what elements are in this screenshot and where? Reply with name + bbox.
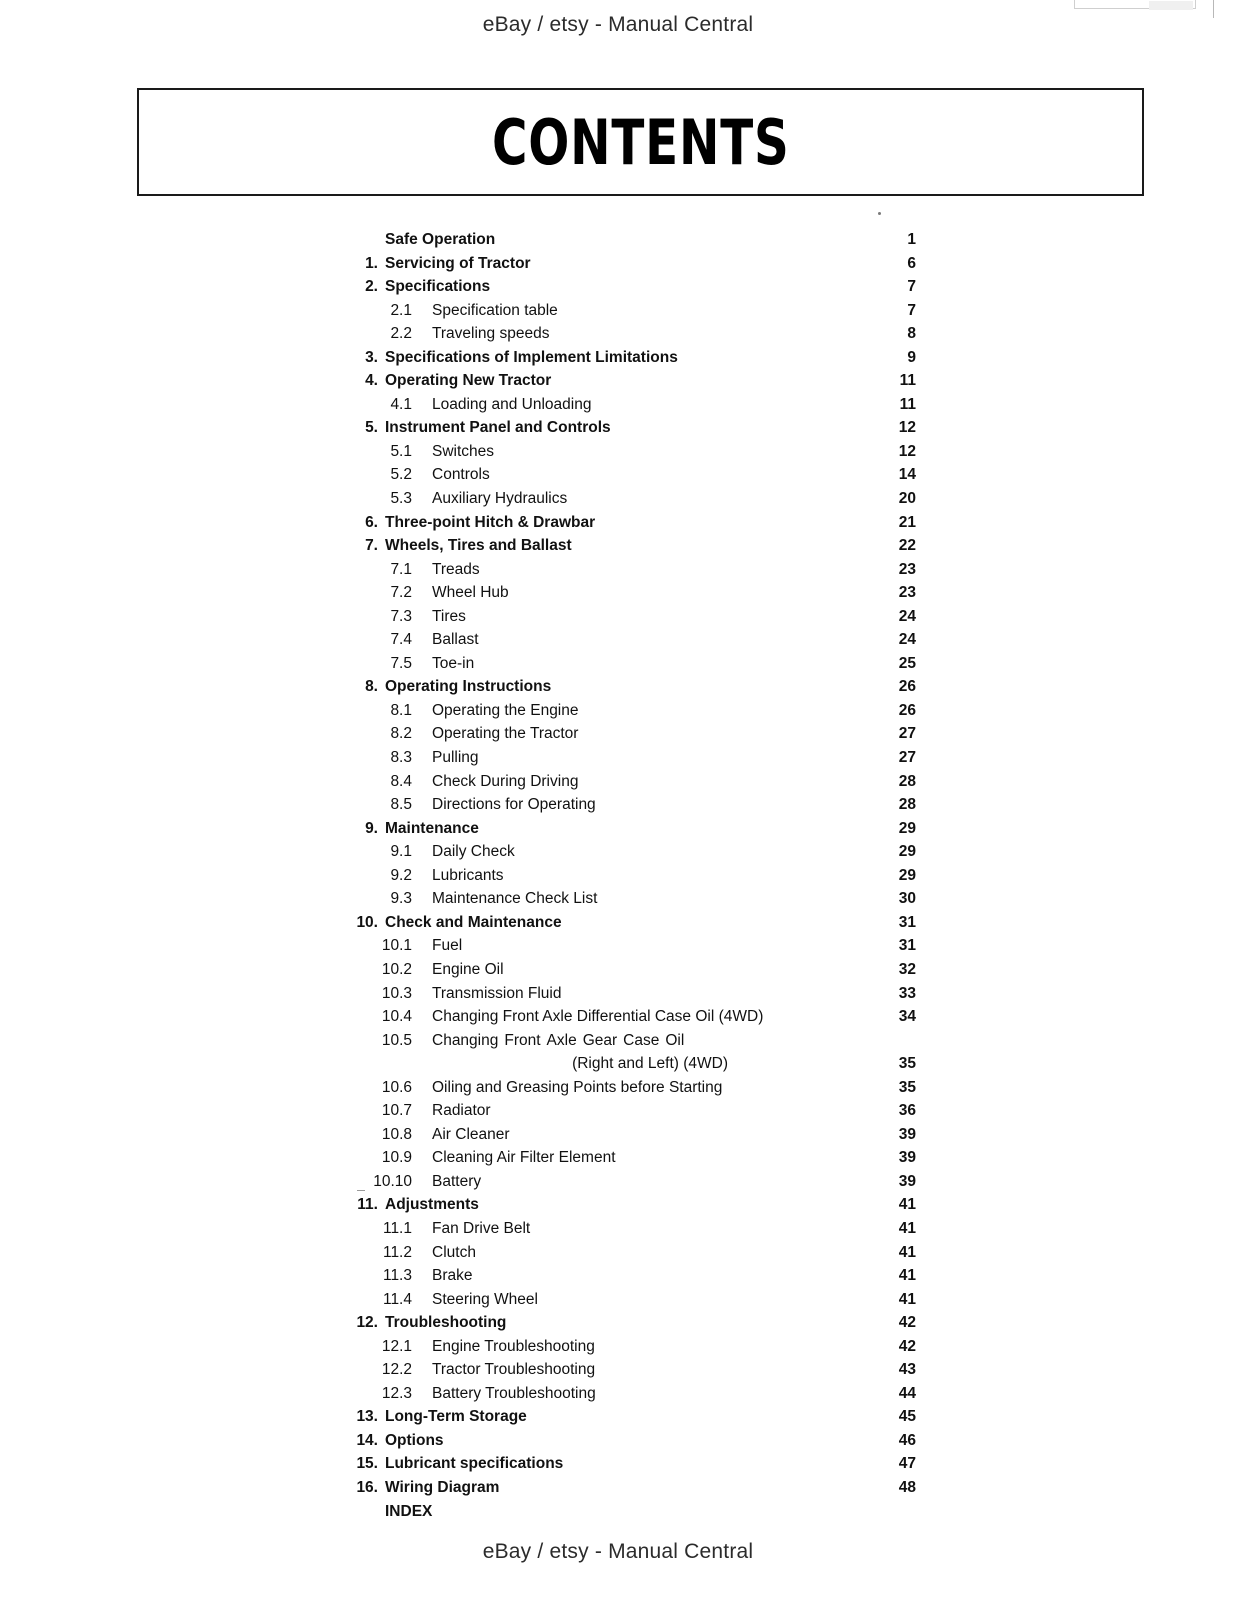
toc-entry-label: Specifications xyxy=(385,278,491,296)
toc-entry-page: 29 xyxy=(898,819,916,837)
toc-entry-number: 7.2 xyxy=(390,584,412,602)
toc-entry-label: Servicing of Tractor xyxy=(385,254,531,272)
toc-entry-number: 10.10 xyxy=(373,1172,412,1190)
toc-entry-number: 10.1 xyxy=(381,937,412,955)
toc-row[interactable] xyxy=(352,655,916,679)
toc-entry-page: 28 xyxy=(898,772,916,790)
toc-entry-label: Specification table xyxy=(432,301,558,319)
toc-entry-page: 7 xyxy=(907,301,916,319)
toc-entry-label: Wheel Hub xyxy=(432,584,509,602)
toc-row[interactable] xyxy=(352,1220,916,1244)
toc-row[interactable] xyxy=(352,961,916,985)
toc-entry-label: Toe-in xyxy=(432,654,475,672)
toc-entry-page: 26 xyxy=(898,678,916,696)
toc-entry-page: 21 xyxy=(898,513,916,531)
toc-entry-label: Tires xyxy=(432,607,466,625)
toc-row[interactable] xyxy=(352,937,916,961)
toc-entry-number: 2.1 xyxy=(390,301,412,319)
toc-entry-label: Pulling xyxy=(432,749,479,767)
toc-entry-number: 2. xyxy=(365,278,378,296)
toc-entry-page: 34 xyxy=(898,1008,916,1026)
toc-entry-page: 35 xyxy=(898,1078,916,1096)
toc-row[interactable] xyxy=(352,1361,916,1385)
toc-entry-number: 8.2 xyxy=(390,725,412,743)
toc-entry-page: 20 xyxy=(898,490,916,508)
toc-entry-label: Troubleshooting xyxy=(385,1314,507,1332)
toc-entry-number: 5.2 xyxy=(390,466,412,484)
toc-row[interactable] xyxy=(352,1149,916,1173)
toc-row-continuation[interactable] xyxy=(352,1055,916,1079)
toc-entry-label: Changing Front Axle Differential Case Oil (4WD) xyxy=(432,1008,764,1026)
toc-entry-label: Transmission Fluid xyxy=(432,984,562,1002)
toc-entry-number: 9.1 xyxy=(390,843,412,861)
toc-entry-page: 6 xyxy=(907,254,916,272)
toc-entry-number: 16. xyxy=(356,1478,378,1496)
toc-entry-label: Radiator xyxy=(432,1102,491,1120)
toc-entry-label: Operating New Tractor xyxy=(385,372,552,390)
toc-entry-page: 45 xyxy=(898,1408,916,1426)
toc-entry-page: 41 xyxy=(898,1290,916,1308)
toc-entry-page: 12 xyxy=(898,442,916,460)
toc-entry-number: 11.4 xyxy=(382,1290,412,1308)
toc-entry-page: 23 xyxy=(898,560,916,578)
toc-entry-page: 46 xyxy=(898,1431,916,1449)
toc-row[interactable] xyxy=(352,867,916,891)
scan-artifact-smudge xyxy=(1149,1,1193,10)
toc-entry-label: Traveling speeds xyxy=(432,325,550,343)
toc-entry-number: 5. xyxy=(365,419,378,437)
toc-entry-page: 41 xyxy=(898,1219,916,1237)
toc-entry-page: 27 xyxy=(898,749,916,767)
toc-entry-label: INDEX xyxy=(385,1502,433,1520)
toc-row[interactable] xyxy=(352,631,916,655)
toc-entry-label: Tractor Troubleshooting xyxy=(432,1361,596,1379)
toc-entry-label: Cleaning Air Filter Element xyxy=(432,1149,616,1167)
scan-artifact-dot xyxy=(878,212,881,215)
toc-entry-label: Engine Oil xyxy=(432,960,504,978)
toc-entry-number: 12.1 xyxy=(381,1337,412,1355)
toc-row[interactable] xyxy=(352,1173,916,1197)
toc-entry-number: 5.1 xyxy=(390,442,412,460)
toc-entry-number: 12.3 xyxy=(381,1384,412,1402)
toc-entry-page: 44 xyxy=(898,1384,916,1402)
toc-entry-page: 1 xyxy=(907,231,916,248)
toc-row[interactable] xyxy=(352,372,916,396)
toc-row[interactable] xyxy=(352,1032,916,1056)
toc-row[interactable] xyxy=(352,1314,916,1338)
toc-row[interactable] xyxy=(352,278,916,302)
toc-entry-number: 6. xyxy=(365,513,378,531)
toc-entry-number: 10.2 xyxy=(381,960,412,978)
toc-entry-label: Changing Front Axle Gear Case Oil xyxy=(432,1031,685,1049)
toc-entry-number: 3. xyxy=(365,348,378,366)
toc-entry-label: Steering Wheel xyxy=(432,1290,538,1308)
toc-row[interactable] xyxy=(352,514,916,538)
toc-entry-label: Maintenance xyxy=(385,819,479,837)
toc-entry-page: 41 xyxy=(898,1267,916,1285)
toc-entry-page: 42 xyxy=(898,1337,916,1355)
toc-entry-page: 11 xyxy=(899,395,916,413)
toc-entry-label-continuation: (Right and Left) (4WD) xyxy=(572,1055,728,1073)
toc-row[interactable] xyxy=(352,537,916,561)
toc-entry-number: 7.3 xyxy=(390,607,412,625)
toc-entry-label: Wheels, Tires and Ballast xyxy=(385,537,572,555)
toc-entry-number: 7.1 xyxy=(390,560,412,578)
toc-entry-label: Switches xyxy=(432,442,495,460)
toc-entry-number: 10.6 xyxy=(381,1078,412,1096)
toc-row[interactable] xyxy=(352,349,916,373)
toc-entry-number: 4.1 xyxy=(390,395,412,413)
toc-entry-number: 12.2 xyxy=(381,1361,412,1379)
toc-entry-number: 10.7 xyxy=(381,1102,412,1120)
toc-row[interactable] xyxy=(352,773,916,797)
toc-row[interactable] xyxy=(352,1408,916,1432)
toc-entry-number: 10.3 xyxy=(381,984,412,1002)
toc-row[interactable] xyxy=(352,678,916,702)
toc-entry-number: 15. xyxy=(356,1455,378,1473)
toc-entry-number: 5.3 xyxy=(390,490,412,508)
toc-row[interactable] xyxy=(352,1338,916,1362)
toc-entry-label: Air Cleaner xyxy=(432,1125,510,1143)
toc-entry-label: Treads xyxy=(432,560,480,578)
toc-entry-page: 35 xyxy=(898,1055,916,1073)
toc-row[interactable] xyxy=(352,843,916,867)
toc-entry-page: 39 xyxy=(898,1172,916,1190)
toc-entry-page: 28 xyxy=(898,796,916,814)
toc-entry-label: Long-Term Storage xyxy=(385,1408,527,1426)
toc-entry-number: 13. xyxy=(356,1408,378,1426)
toc-entry-page: 41 xyxy=(898,1243,916,1261)
toc-entry-page: 26 xyxy=(898,701,916,719)
toc-row[interactable] xyxy=(352,443,916,467)
toc-entry-label: Instrument Panel and Controls xyxy=(385,419,611,437)
toc-entry-page: 25 xyxy=(898,654,916,672)
toc-entry-page: 24 xyxy=(898,631,916,649)
toc-entry-label: Battery xyxy=(432,1172,482,1190)
toc-entry-page: 39 xyxy=(898,1125,916,1143)
toc-row[interactable] xyxy=(352,396,916,420)
toc-entry-number: 7.4 xyxy=(390,631,412,649)
toc-entry-page: 12 xyxy=(898,419,916,437)
toc-entry-page: 32 xyxy=(898,960,916,978)
toc-row[interactable] xyxy=(352,749,916,773)
toc-row[interactable] xyxy=(352,1455,916,1479)
toc-entry-page: 23 xyxy=(898,584,916,602)
toc-entry-number: 11.2 xyxy=(382,1243,412,1261)
toc-entry-number: 1. xyxy=(365,254,378,272)
toc-entry-label: Clutch xyxy=(432,1243,476,1261)
toc-entry-number: 9. xyxy=(365,819,378,837)
toc-entry-label: Adjustments xyxy=(385,1196,479,1214)
toc-entry-label: Lubricants xyxy=(432,866,504,884)
toc-entry-page: 22 xyxy=(898,537,916,555)
contents-title-box xyxy=(137,88,1144,196)
toc-entry-number: 11.3 xyxy=(382,1267,412,1285)
toc-row[interactable] xyxy=(352,1503,916,1527)
toc-entry-label: Specifications of Implement Limitations xyxy=(385,348,678,366)
toc-entry-page: 47 xyxy=(898,1455,916,1473)
toc-entry-number: 7.5 xyxy=(390,654,412,672)
toc-entry-label: Daily Check xyxy=(432,843,515,861)
toc-entry-label: Operating the Tractor xyxy=(432,725,579,743)
toc-row[interactable] xyxy=(352,1126,916,1150)
toc-entry-label: Maintenance Check List xyxy=(432,890,598,908)
toc-entry-page: 41 xyxy=(898,1196,916,1214)
toc-entry-page: 29 xyxy=(898,866,916,884)
toc-entry-label: Three-point Hitch & Drawbar xyxy=(385,513,596,531)
toc-row[interactable] xyxy=(352,561,916,585)
toc-entry-label: Directions for Operating xyxy=(432,796,596,814)
toc-entry-page: 29 xyxy=(898,843,916,861)
toc-entry-number: 12. xyxy=(356,1314,378,1332)
toc-entry-number: 10. xyxy=(356,913,378,931)
toc-row[interactable] xyxy=(352,1291,916,1315)
toc-entry-label: Wiring Diagram xyxy=(385,1478,500,1496)
toc-entry-page: 42 xyxy=(898,1314,916,1332)
toc-entry-label: Fuel xyxy=(432,937,463,955)
toc-entry-page: 8 xyxy=(907,325,916,343)
toc-row[interactable] xyxy=(352,325,916,349)
toc-entry-label: Operating Instructions xyxy=(385,678,552,696)
toc-entry-page: 48 xyxy=(898,1478,916,1496)
toc-entry-page: 36 xyxy=(898,1102,916,1120)
toc-row[interactable] xyxy=(352,1196,916,1220)
toc-row[interactable] xyxy=(352,1267,916,1291)
toc-entry-label: Operating the Engine xyxy=(432,701,579,719)
toc-entry-label: Battery Troubleshooting xyxy=(432,1384,596,1402)
toc-row[interactable] xyxy=(352,584,916,608)
toc-entry-label: Options xyxy=(385,1431,444,1449)
toc-entry-page: 31 xyxy=(898,937,916,955)
toc-row[interactable] xyxy=(352,1079,916,1103)
toc-row[interactable] xyxy=(352,985,916,1009)
toc-row[interactable] xyxy=(352,490,916,514)
toc-entry-number: 10.9 xyxy=(381,1149,412,1167)
toc-row[interactable] xyxy=(352,820,916,844)
toc-entry-number: 14. xyxy=(356,1431,378,1449)
toc-entry-label: Check and Maintenance xyxy=(385,913,562,931)
toc-entry-number: 7. xyxy=(365,537,378,555)
toc-row[interactable] xyxy=(352,1432,916,1456)
toc-entry-label: Engine Troubleshooting xyxy=(432,1337,595,1355)
toc-row[interactable] xyxy=(352,890,916,914)
toc-entry-number: 8. xyxy=(365,678,378,696)
toc-entry-page: 33 xyxy=(898,984,916,1002)
toc-entry-label: Oiling and Greasing Points before Starting xyxy=(432,1078,723,1096)
toc-entry-number: 2.2 xyxy=(390,325,412,343)
toc-row[interactable] xyxy=(352,725,916,749)
toc-entry-page: 24 xyxy=(898,607,916,625)
toc-entry-label: Auxiliary Hydraulics xyxy=(432,490,568,508)
toc-row[interactable] xyxy=(352,608,916,632)
toc-entry-page: 14 xyxy=(898,466,916,484)
toc-entry-label: Brake xyxy=(432,1267,473,1285)
toc-entry-number: 10.4 xyxy=(381,1008,412,1026)
toc-entry-label: Ballast xyxy=(432,631,479,649)
footer-watermark: eBay / etsy - Manual Central xyxy=(482,1540,754,1563)
toc-entry-number: 8.5 xyxy=(390,796,412,814)
toc-row[interactable] xyxy=(352,796,916,820)
toc-entry-label: Safe Operation xyxy=(385,231,496,248)
toc-row[interactable] xyxy=(352,1385,916,1409)
toc-entry-number: 11.1 xyxy=(382,1219,412,1237)
toc-entry-number: 8.3 xyxy=(390,749,412,767)
toc-entry-page: 31 xyxy=(898,913,916,931)
toc-row[interactable] xyxy=(352,1102,916,1126)
toc-entry-page: 30 xyxy=(898,890,916,908)
header-watermark: eBay / etsy - Manual Central xyxy=(482,13,754,36)
toc-row[interactable] xyxy=(352,255,916,279)
toc-entry-number: 8.4 xyxy=(390,772,412,790)
toc-entry-number: 11. xyxy=(357,1196,378,1214)
toc-entry-number: 8.1 xyxy=(390,701,412,719)
toc-entry-number: 4. xyxy=(365,372,378,390)
toc-row[interactable] xyxy=(352,419,916,443)
toc-row[interactable] xyxy=(352,302,916,326)
toc-entry-number: 9.3 xyxy=(390,890,412,908)
toc-entry-page: 11 xyxy=(899,372,916,390)
toc-entry-label: Fan Drive Belt xyxy=(432,1219,531,1237)
toc-entry-number: 10.5 xyxy=(381,1031,412,1049)
toc-row[interactable] xyxy=(352,466,916,490)
toc-entry-page: 7 xyxy=(907,278,916,296)
toc-entry-label: Loading and Unloading xyxy=(432,395,592,413)
toc-row[interactable] xyxy=(352,231,916,255)
page-title: CONTENTS xyxy=(491,105,790,179)
toc-entry-number: 9.2 xyxy=(390,866,412,884)
toc-entry-label: Check During Driving xyxy=(432,772,579,790)
toc-entry-page: 9 xyxy=(907,348,916,366)
toc-entry-page: 27 xyxy=(898,725,916,743)
toc-entry-page: 39 xyxy=(898,1149,916,1167)
toc-row[interactable] xyxy=(352,1008,916,1032)
toc-entry-page: 43 xyxy=(898,1361,916,1379)
toc-row[interactable] xyxy=(352,702,916,726)
table-of-contents xyxy=(352,231,916,1526)
toc-entry-number: 10.8 xyxy=(381,1125,412,1143)
toc-entry-label: Controls xyxy=(432,466,490,484)
toc-entry-label: Lubricant specifications xyxy=(385,1455,564,1473)
toc-row[interactable] xyxy=(352,1479,916,1503)
toc-row[interactable] xyxy=(352,914,916,938)
toc-row[interactable] xyxy=(352,1244,916,1268)
